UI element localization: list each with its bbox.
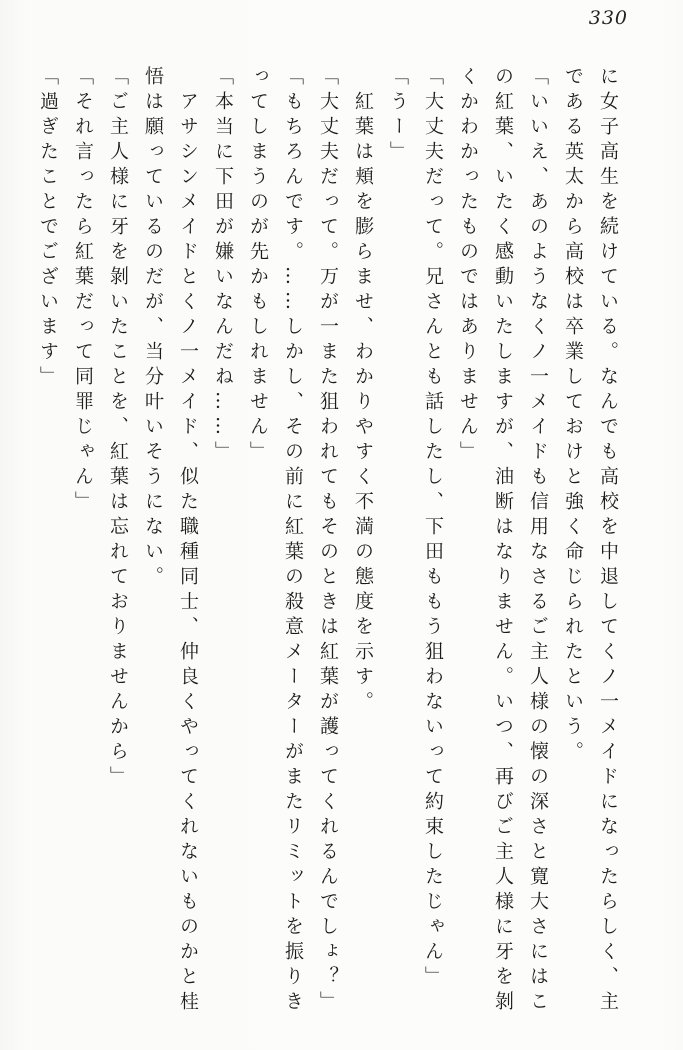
text-column: 「ご主人様に牙を剝いたことを、紅葉は忘れておりませんから」 bbox=[107, 66, 129, 791]
text-column: の紅葉、いたく感動いたしますが、油断はなりません。いつ、再びご主人様に牙を剝 bbox=[492, 66, 514, 1016]
text-column: 紅葉は頬を膨らませ、わかりやすく不満の態度を示す。 bbox=[352, 91, 374, 716]
text-column: 「うー」 bbox=[387, 66, 409, 166]
text-column: くかわかったものではありません」 bbox=[457, 66, 479, 466]
text-column: 悟は願っているのだが、当分叶いそうにない。 bbox=[142, 66, 164, 591]
text-column: ってしまうのが先かもしれません」 bbox=[247, 66, 269, 466]
text-column: である英太から高校は卒業しておけと強く命じられたという。 bbox=[562, 66, 584, 766]
text-column: アサシンメイドとくノ一メイド、似た職種同士、仲良くやってくれないものかと桂 bbox=[177, 91, 199, 1016]
text-column: に女子高生を続けている。なんでも高校を中退してくノ一メイドになったらしく、主 bbox=[597, 66, 619, 1016]
text-column: 「大丈夫だって。万が一また狙われてもそのときは紅葉が護ってくれるんでしょ？」 bbox=[317, 66, 339, 1016]
text-block bbox=[30, 66, 625, 1016]
text-column: 「それ言ったら紅葉だって同罪じゃん」 bbox=[72, 66, 94, 516]
page-number: 330 bbox=[588, 7, 628, 29]
text-column: 「本当に下田が嫌いなんだね……」 bbox=[212, 66, 234, 466]
text-column: 「過ぎたことでございます」 bbox=[37, 66, 59, 391]
text-column: 「いいえ、あのようなくノ一メイドも信用なさるご主人様の懐の深さと寛大さにはこ bbox=[527, 66, 549, 1016]
text-column: 「大丈夫だって。兄さんとも話したし、下田ももう狙わないって約束したじゃん」 bbox=[422, 66, 444, 991]
text-column: 「もちろんです。……しかし、その前に紅葉の殺意メーターがまたリミットを振りき bbox=[282, 66, 304, 1016]
